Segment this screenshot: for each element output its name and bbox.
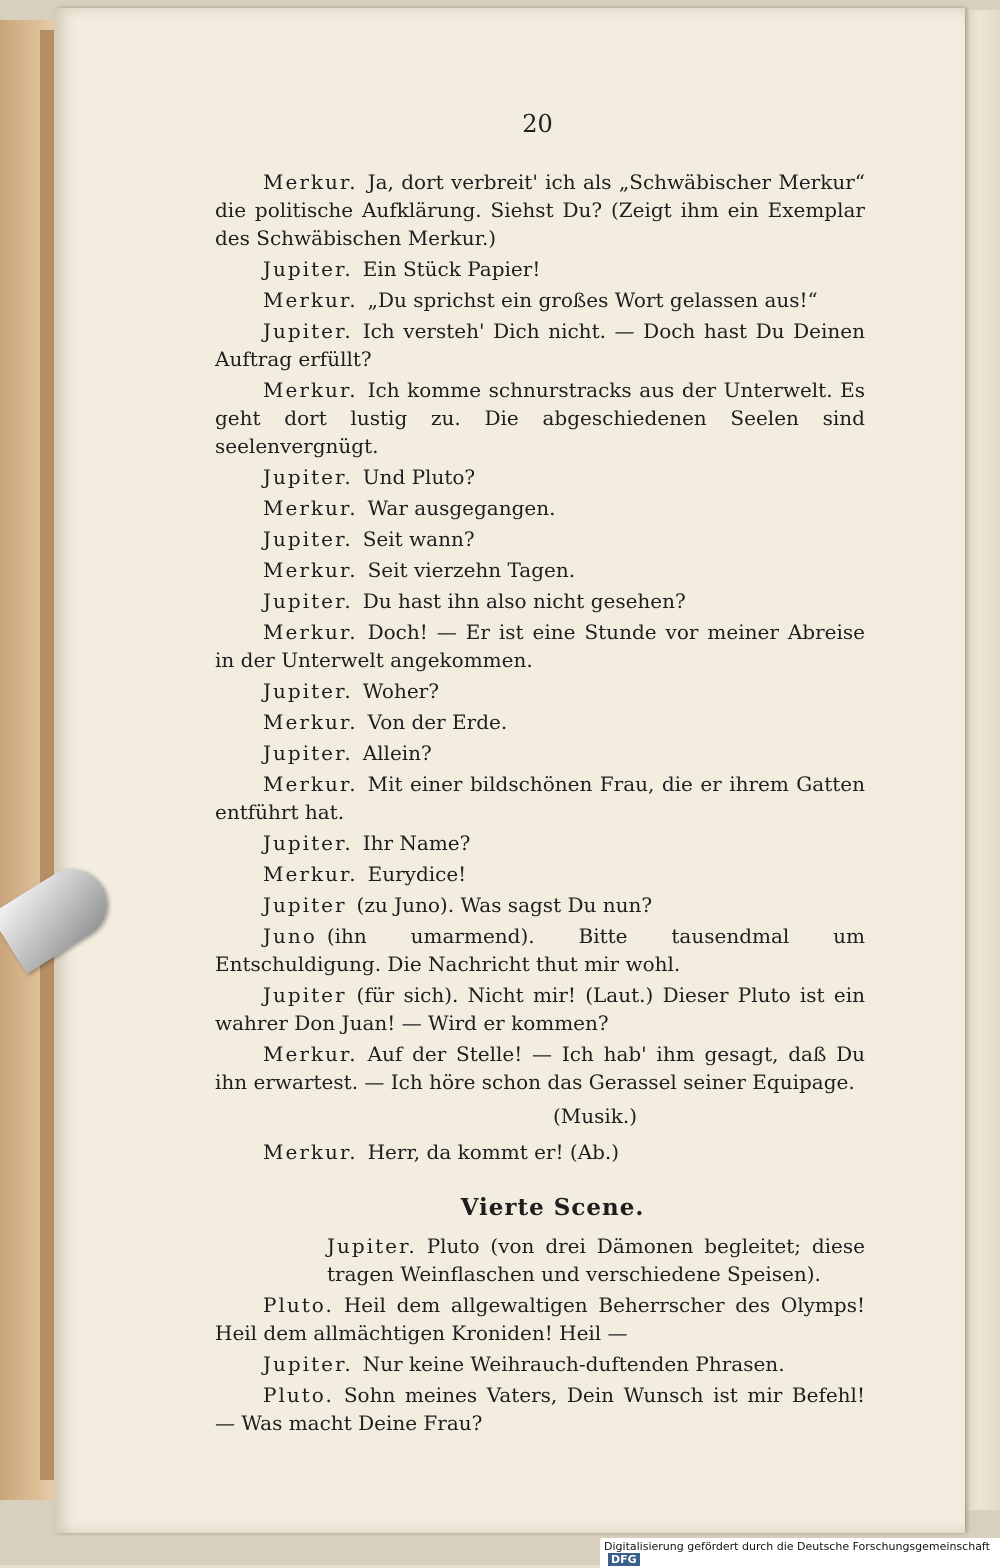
stage-direction: (Musik.) xyxy=(552,1104,638,1128)
line-text: Von der Erde. xyxy=(367,710,508,734)
dialogue-line xyxy=(215,1040,865,1096)
speaker-name: Jupiter xyxy=(263,983,347,1007)
line-text: Doch! — Er ist eine Stunde vor meiner Abreise in der Unterwelt angekommen. xyxy=(215,620,865,672)
line-text: Ein Stück Papier! xyxy=(362,257,541,281)
digitization-credit xyxy=(600,1538,1000,1568)
line-text: Sohn meines Vaters, Dein Wunsch ist mir Befehl! — Was macht Deine Frau? xyxy=(215,1383,865,1435)
dialogue-line xyxy=(215,922,865,978)
next-page-edge xyxy=(962,10,1000,1510)
line-text: Seit wann? xyxy=(362,527,475,551)
speaker-name: Merkur. xyxy=(263,1140,358,1164)
page-spine-edge xyxy=(40,30,54,1480)
dialogue-line xyxy=(215,1138,865,1166)
credit-text: Digitalisierung gefördert durch die Deutsche Forschungsgemeinschaft xyxy=(604,1540,990,1553)
dialogue-line xyxy=(215,494,865,522)
line-text: Eurydice! xyxy=(367,862,467,886)
speaker-name: Jupiter. xyxy=(263,831,353,855)
speaker-name: Jupiter. xyxy=(263,465,353,489)
dialogue-line xyxy=(215,255,865,283)
dialogue-line xyxy=(215,525,865,553)
dialogue-line xyxy=(215,587,865,615)
dialogue-line xyxy=(215,829,865,857)
dialogue-line xyxy=(215,1381,865,1437)
speaker-name: Merkur. xyxy=(263,772,358,796)
line-text: Herr, da kommt er! (Ab.) xyxy=(367,1140,620,1164)
speaker-name: Merkur. xyxy=(263,378,358,402)
dialogue-line xyxy=(215,168,865,252)
scene-title: Vierte Scene. xyxy=(460,1194,645,1221)
speaker-name: Merkur. xyxy=(263,620,358,644)
line-text: Auf der Stelle! — Ich hab' ihm gesagt, daß Du ihn erwartest. — Ich höre schon das Gerassel seiner Equipage. xyxy=(215,1042,865,1094)
line-text: (für sich). Nicht mir! (Laut.) Dieser Pluto ist ein wahrer Don Juan! — Wird er kommen? xyxy=(215,983,865,1035)
play-text xyxy=(215,168,865,1440)
speaker-name: Merkur. xyxy=(263,1042,358,1066)
speaker-name: Jupiter. xyxy=(263,527,353,551)
speaker-name: Merkur. xyxy=(263,288,358,312)
speaker-name: Jupiter. xyxy=(327,1234,417,1258)
dialogue-line xyxy=(215,463,865,491)
line-text: Ich versteh' Dich nicht. — Doch hast Du Deinen Auftrag erfüllt? xyxy=(215,319,865,371)
speaker-name: Merkur. xyxy=(263,558,358,582)
speaker-name: Pluto. xyxy=(263,1383,334,1407)
dialogue-line xyxy=(215,770,865,826)
dialogue-line xyxy=(215,891,865,919)
speaker-name: Jupiter. xyxy=(263,741,353,765)
speaker-name: Merkur. xyxy=(263,710,358,734)
line-text: Und Pluto? xyxy=(362,465,476,489)
dialogue-line xyxy=(215,981,865,1037)
dialogue-line xyxy=(215,1350,865,1378)
dialogue-line xyxy=(215,618,865,674)
speaker-name: Jupiter xyxy=(263,893,347,917)
speaker-name: Jupiter. xyxy=(263,679,353,703)
speaker-name: Jupiter. xyxy=(263,1352,353,1376)
line-text: Seit vierzehn Tagen. xyxy=(367,558,576,582)
scene-intro xyxy=(215,1232,865,1288)
speaker-name: Merkur. xyxy=(263,862,358,886)
line-text: Heil dem allgewaltigen Beherrscher des Olymps! Heil dem allmächtigen Kroniden! Heil — xyxy=(215,1293,865,1345)
line-text: (ihn umarmend). Bitte tausendmal um Entschuldigung. Die Nachricht thut mir wohl. xyxy=(215,924,865,976)
line-text: Ihr Name? xyxy=(362,831,471,855)
speaker-name: Jupiter. xyxy=(263,589,353,613)
line-text: Pluto (von drei Dämonen begleitet; diese tragen Weinflaschen und verschiedene Speisen). xyxy=(327,1234,865,1286)
dialogue-line xyxy=(215,860,865,888)
speaker-name: Jupiter. xyxy=(263,319,353,343)
dialogue-line xyxy=(215,1291,865,1347)
dialogue-line xyxy=(215,286,865,314)
line-text: Woher? xyxy=(362,679,439,703)
speaker-name: Pluto. xyxy=(263,1293,334,1317)
line-text: Nur keine Weihrauch-duftenden Phrasen. xyxy=(362,1352,785,1376)
dialogue-line xyxy=(215,376,865,460)
dialogue-line xyxy=(215,739,865,767)
line-text: Mit einer bildschönen Frau, die er ihrem Gatten entführt hat. xyxy=(215,772,865,824)
dialogue-line xyxy=(215,708,865,736)
speaker-name: Jupiter. xyxy=(263,257,353,281)
line-text: Allein? xyxy=(362,741,432,765)
page-number: 20 xyxy=(522,110,553,138)
dialogue-line xyxy=(215,317,865,373)
line-text: War ausgegangen. xyxy=(367,496,556,520)
dialogue-line xyxy=(215,677,865,705)
dfg-logo: DFG xyxy=(608,1553,640,1566)
line-text: (zu Juno). Was sagst Du nun? xyxy=(356,893,653,917)
speaker-name: Merkur. xyxy=(263,496,358,520)
dialogue-line xyxy=(215,556,865,584)
line-text: Ja, dort verbreit' ich als „Schwäbischer Merkur“ die politische Aufklärung. Siehst Du? (Zeigt ihm ein Exemplar des Schwäbischen Merkur.) xyxy=(215,170,865,250)
line-text: Ich komme schnurstracks aus der Unterwelt. Es geht dort lustig zu. Die abgeschiedenen Seelen sind seelenvergnügt. xyxy=(215,378,865,458)
line-text: Du hast ihn also nicht gesehen? xyxy=(362,589,686,613)
line-text: „Du sprichst ein großes Wort gelassen aus!“ xyxy=(367,288,818,312)
speaker-name: Juno xyxy=(263,924,317,948)
speaker-name: Merkur. xyxy=(263,170,358,194)
